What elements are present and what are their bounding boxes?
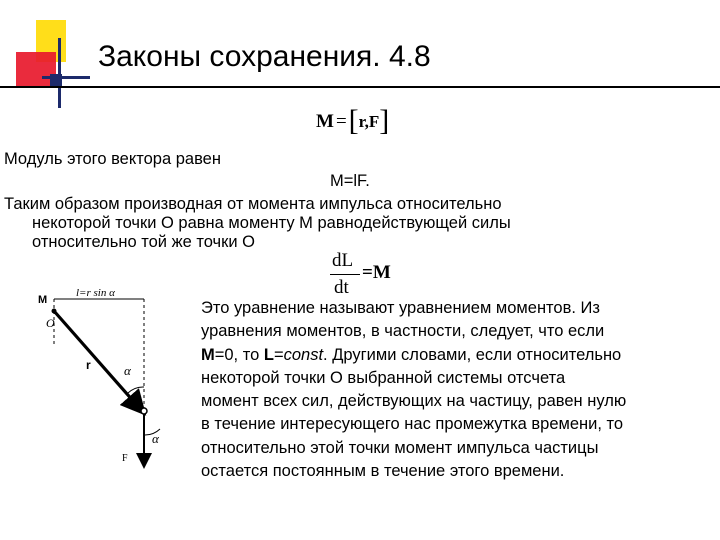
text-segment: уравнения моментов, в частности, следует, что если bbox=[201, 322, 605, 341]
paragraph-line bbox=[201, 320, 626, 343]
text-segment: момент всех сил, действующих на частицу, равен нулю bbox=[201, 392, 627, 411]
paragraph-line bbox=[201, 437, 626, 460]
label-l: l=r sin α bbox=[76, 287, 115, 299]
moment-eq: = bbox=[335, 111, 347, 132]
modulus-line: Модуль этого вектора равен bbox=[4, 150, 221, 168]
text-segment: =0, то bbox=[214, 345, 264, 364]
para1-line-1: Таким образом производная от момента импульса относительно bbox=[4, 195, 502, 213]
paragraph-line bbox=[201, 390, 626, 413]
particle bbox=[141, 408, 147, 414]
moments-paragraph bbox=[201, 297, 626, 483]
modulus-formula: M=lF. bbox=[330, 172, 370, 190]
text-segment: в течение интересующего нас промежутка времени, то bbox=[201, 415, 624, 434]
navy-vertical-line bbox=[58, 38, 61, 108]
para1-line-3: относительно той же точки O bbox=[32, 233, 256, 251]
slide-title: Законы сохранения. 4.8 bbox=[98, 40, 431, 73]
navy-small-square bbox=[50, 74, 62, 86]
moment-figure bbox=[24, 285, 184, 475]
paragraph-lines bbox=[201, 297, 626, 483]
text-segment: const bbox=[283, 345, 324, 364]
fraction-bar bbox=[330, 274, 360, 275]
label-f: F bbox=[122, 453, 128, 464]
derivative-numerator: dL bbox=[332, 250, 354, 271]
label-alpha-2: α bbox=[152, 431, 159, 446]
paragraph-line bbox=[201, 413, 626, 436]
text-segment: . Другими словами, если относительно bbox=[323, 345, 622, 364]
point-o bbox=[52, 309, 57, 314]
paragraph-line bbox=[201, 297, 626, 320]
label-alpha-1: α bbox=[124, 363, 131, 378]
label-m: M bbox=[38, 294, 48, 306]
text-segment: = bbox=[273, 345, 284, 364]
moment-formula bbox=[316, 104, 389, 136]
text-segment: относительно этой точки момент импульса частицы bbox=[201, 438, 599, 457]
bracket-right: ] bbox=[379, 104, 390, 137]
bracket-left: [ bbox=[348, 104, 359, 137]
derivative-denominator: dt bbox=[334, 277, 349, 298]
paragraph-line bbox=[201, 344, 626, 367]
angle-arc-upper bbox=[128, 387, 144, 393]
radius-vector bbox=[54, 311, 142, 411]
moment-lhs: M bbox=[316, 111, 334, 132]
label-r: r bbox=[86, 358, 91, 372]
derivative-rhs: =M bbox=[362, 262, 391, 283]
text-segment: некоторой точки O выбранной системы отсчета bbox=[201, 368, 566, 387]
title-divider bbox=[0, 86, 720, 88]
text-segment: L bbox=[263, 345, 274, 364]
text-segment: M bbox=[201, 345, 215, 364]
paragraph-line bbox=[201, 367, 626, 390]
paragraph-line bbox=[201, 460, 626, 483]
derivative-formula bbox=[330, 250, 410, 302]
text-segment: Это уравнение называют уравнением моментов. Из bbox=[201, 299, 600, 317]
moment-args: r,F bbox=[358, 112, 380, 131]
text-segment: остается постоянным в течение этого времени. bbox=[201, 462, 565, 481]
label-o: O bbox=[46, 316, 55, 330]
para1-line-2: некоторой точки O равна моменту M равнодействующей силы bbox=[32, 214, 511, 232]
